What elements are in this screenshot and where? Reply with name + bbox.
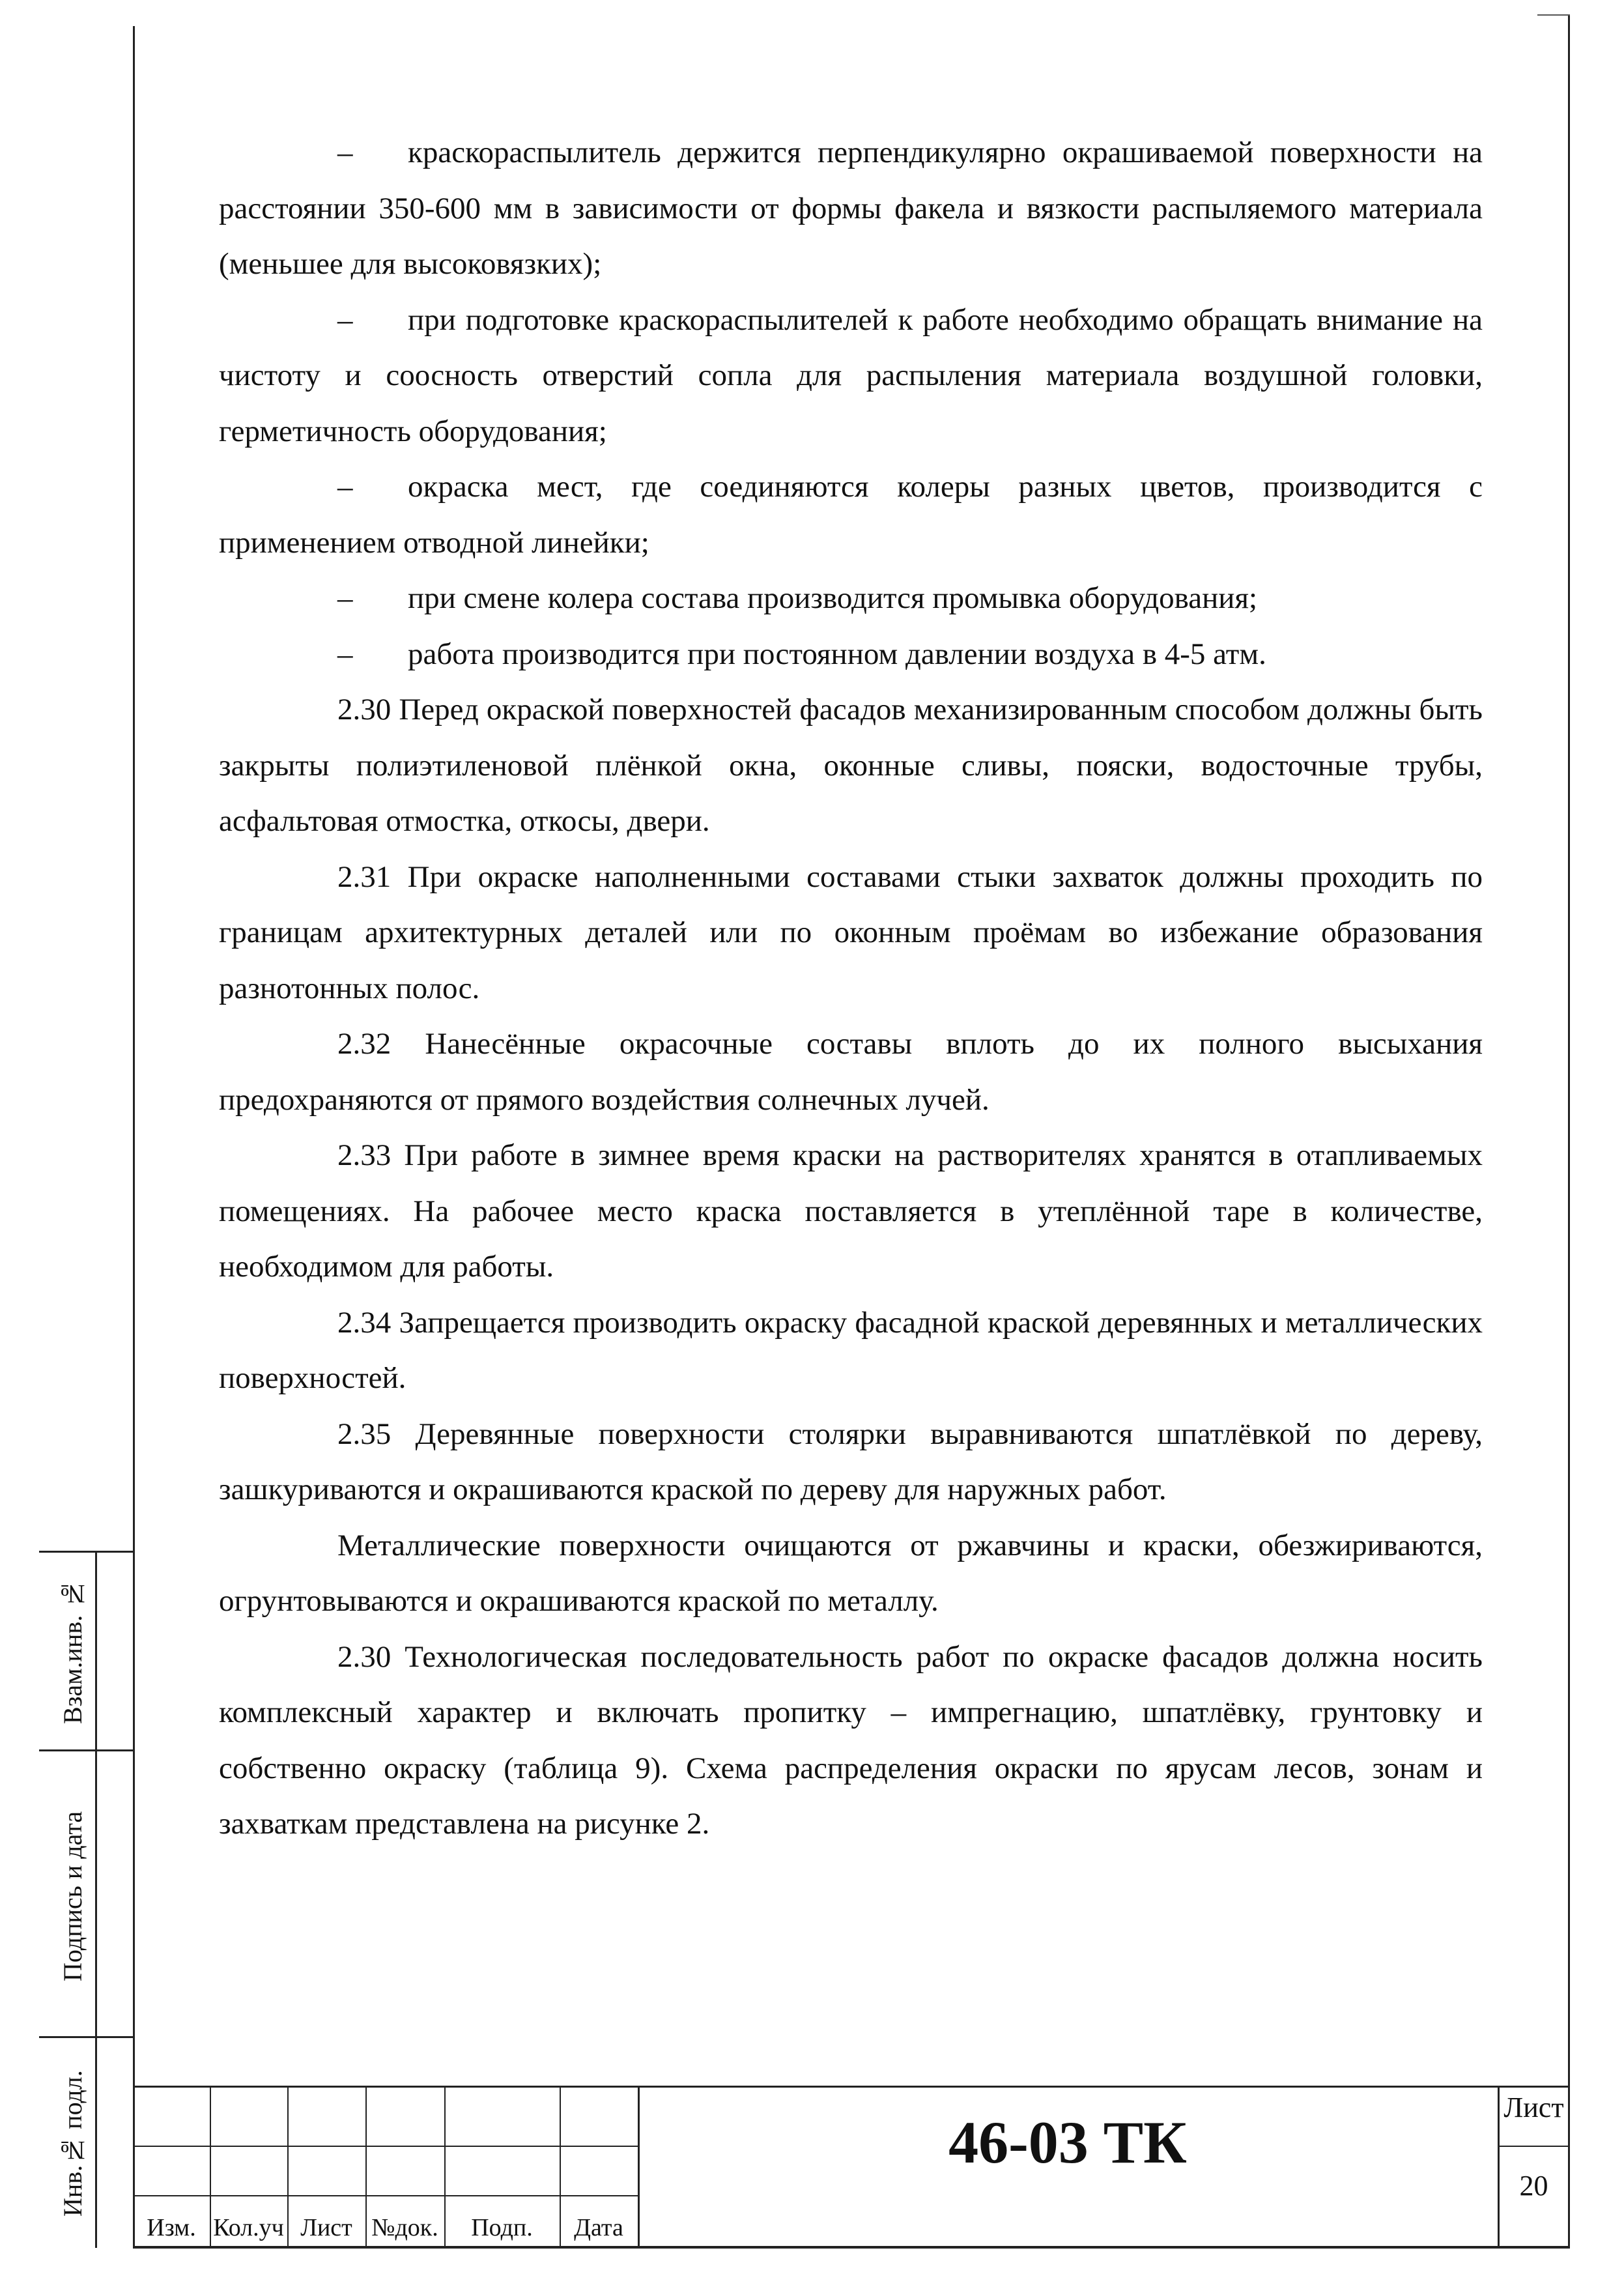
title-block-top-line bbox=[133, 2086, 1570, 2088]
paragraph-text: 2.30 Перед окраской поверхностей фасадов механизированным способом должны быть закрыты полиэтиленовой плёнкой окна, оконные сливы, пояски, водосточные трубы, асфальтовая отмостка, откосы, двери. bbox=[219, 693, 1483, 838]
paragraph-text: 2.30 Технологическая последовательность работ по окраске фасадов должна носить комплексный характер и включать пропитку – импрегнацию, шпатлёвку, грунтовку и собственно окраску (таблица 9). Схема распределения окраски по ярусам лесов, зонам и захваткам представлена на рисунке 2. bbox=[219, 1639, 1483, 1841]
paragraph bbox=[219, 1518, 1483, 1630]
paragraph-text: при смене колера состава производится промывка оборудования; bbox=[408, 581, 1258, 615]
paragraph bbox=[219, 1295, 1483, 1407]
dash-bullet: – bbox=[337, 302, 353, 337]
document-body bbox=[219, 125, 1483, 1871]
col-data: Дата bbox=[574, 2214, 623, 2241]
inv-orig-label: Инв.№ подл. bbox=[58, 2070, 87, 2217]
col-podp: Подп. bbox=[471, 2214, 533, 2241]
grid-line bbox=[133, 2146, 638, 2147]
paragraph-text: работа производится при постоянном давлении воздуха в 4-5 атм. bbox=[408, 637, 1266, 671]
title-block-bottom-line bbox=[133, 2246, 1570, 2248]
col-ndok: №док. bbox=[371, 2214, 438, 2241]
paragraph bbox=[219, 1630, 1483, 1852]
paragraph-text: краскораспылитель держится перпендикулярно окрашиваемой поверхности на расстоянии 350-600 мм в зависимости от формы факела и вязкости распыляемого материала (меньшее для высоковязких); bbox=[219, 136, 1483, 281]
side-stamp-column bbox=[39, 1551, 134, 2248]
paragraph bbox=[219, 1128, 1483, 1295]
col-list: Лист bbox=[300, 2214, 352, 2241]
col-izm: Изм. bbox=[147, 2214, 196, 2241]
replace-inv-label: Взам.инв. № bbox=[58, 1579, 87, 1725]
side-divider bbox=[39, 1551, 134, 1553]
sign-date-label: Подпись и дата bbox=[58, 1811, 87, 1981]
dash-bullet: – bbox=[337, 470, 353, 504]
grid-line bbox=[133, 2195, 638, 2196]
dash-bullet: – bbox=[337, 136, 353, 169]
sheet-cell-divider bbox=[1498, 2146, 1570, 2147]
list-item bbox=[219, 571, 1483, 627]
paragraph-text: при подготовке краскораспылителей к работе необходимо обращать внимание на чистоту и соосность отверстий сопла для распыления материала воздушной головки, герметичность оборудования; bbox=[219, 302, 1483, 448]
col-kol-uch: Кол.уч bbox=[213, 2214, 284, 2241]
sheet-label: Лист bbox=[1503, 2092, 1564, 2123]
list-item bbox=[219, 627, 1483, 683]
frame-right-border bbox=[1568, 14, 1570, 2248]
list-item bbox=[219, 293, 1483, 460]
list-item bbox=[219, 459, 1483, 571]
paragraph-text: 2.33 При работе в зимнее время краски на растворителях хранятся в отапливаемых помещениях. На рабочее место краска поставляется в утеплённой таре в количестве, необходимом для работы. bbox=[219, 1138, 1483, 1284]
dash-bullet: – bbox=[337, 581, 353, 615]
paragraph-text: окраска мест, где соединяются колеры разных цветов, производится с применением отводной линейки; bbox=[219, 470, 1483, 560]
side-divider bbox=[39, 1749, 134, 1751]
sheet-number: 20 bbox=[1519, 2170, 1548, 2202]
paragraph bbox=[219, 682, 1483, 850]
paragraph-text: 2.32 Нанесённые окрасочные составы вплоть до их полного высыхания предохраняются от прямого воздействия солнечных лучей. bbox=[219, 1027, 1483, 1117]
paragraph-text: 2.35 Деревянные поверхности столярки выравниваются шпатлёвкой по дереву, зашкуриваются и окрашиваются краской по дереву для наружных работ. bbox=[219, 1416, 1483, 1506]
paragraph-text: Металлические поверхности очищаются от ржавчины и краски, обезжириваются, огрунтовываются и окрашиваются краской по металлу. bbox=[219, 1528, 1483, 1618]
title-block bbox=[133, 2086, 1570, 2247]
document-code: 46-03 ТК bbox=[948, 2109, 1187, 2176]
list-item bbox=[219, 125, 1483, 293]
paragraph bbox=[219, 850, 1483, 1017]
paragraph-text: 2.34 Запрещается производить окраску фасадной краской деревянных и металлических поверхностей. bbox=[219, 1305, 1483, 1395]
paragraph-text: 2.31 При окраске наполненными составами стыки захваток должны проходить по границам архитектурных деталей или по оконным проёмам во избежание образования разнотонных полос. bbox=[219, 859, 1483, 1005]
paragraph bbox=[219, 1407, 1483, 1518]
side-divider bbox=[39, 2036, 134, 2038]
paragraph bbox=[219, 1016, 1483, 1128]
dash-bullet: – bbox=[337, 637, 353, 671]
frame-top-tick bbox=[1537, 14, 1570, 16]
